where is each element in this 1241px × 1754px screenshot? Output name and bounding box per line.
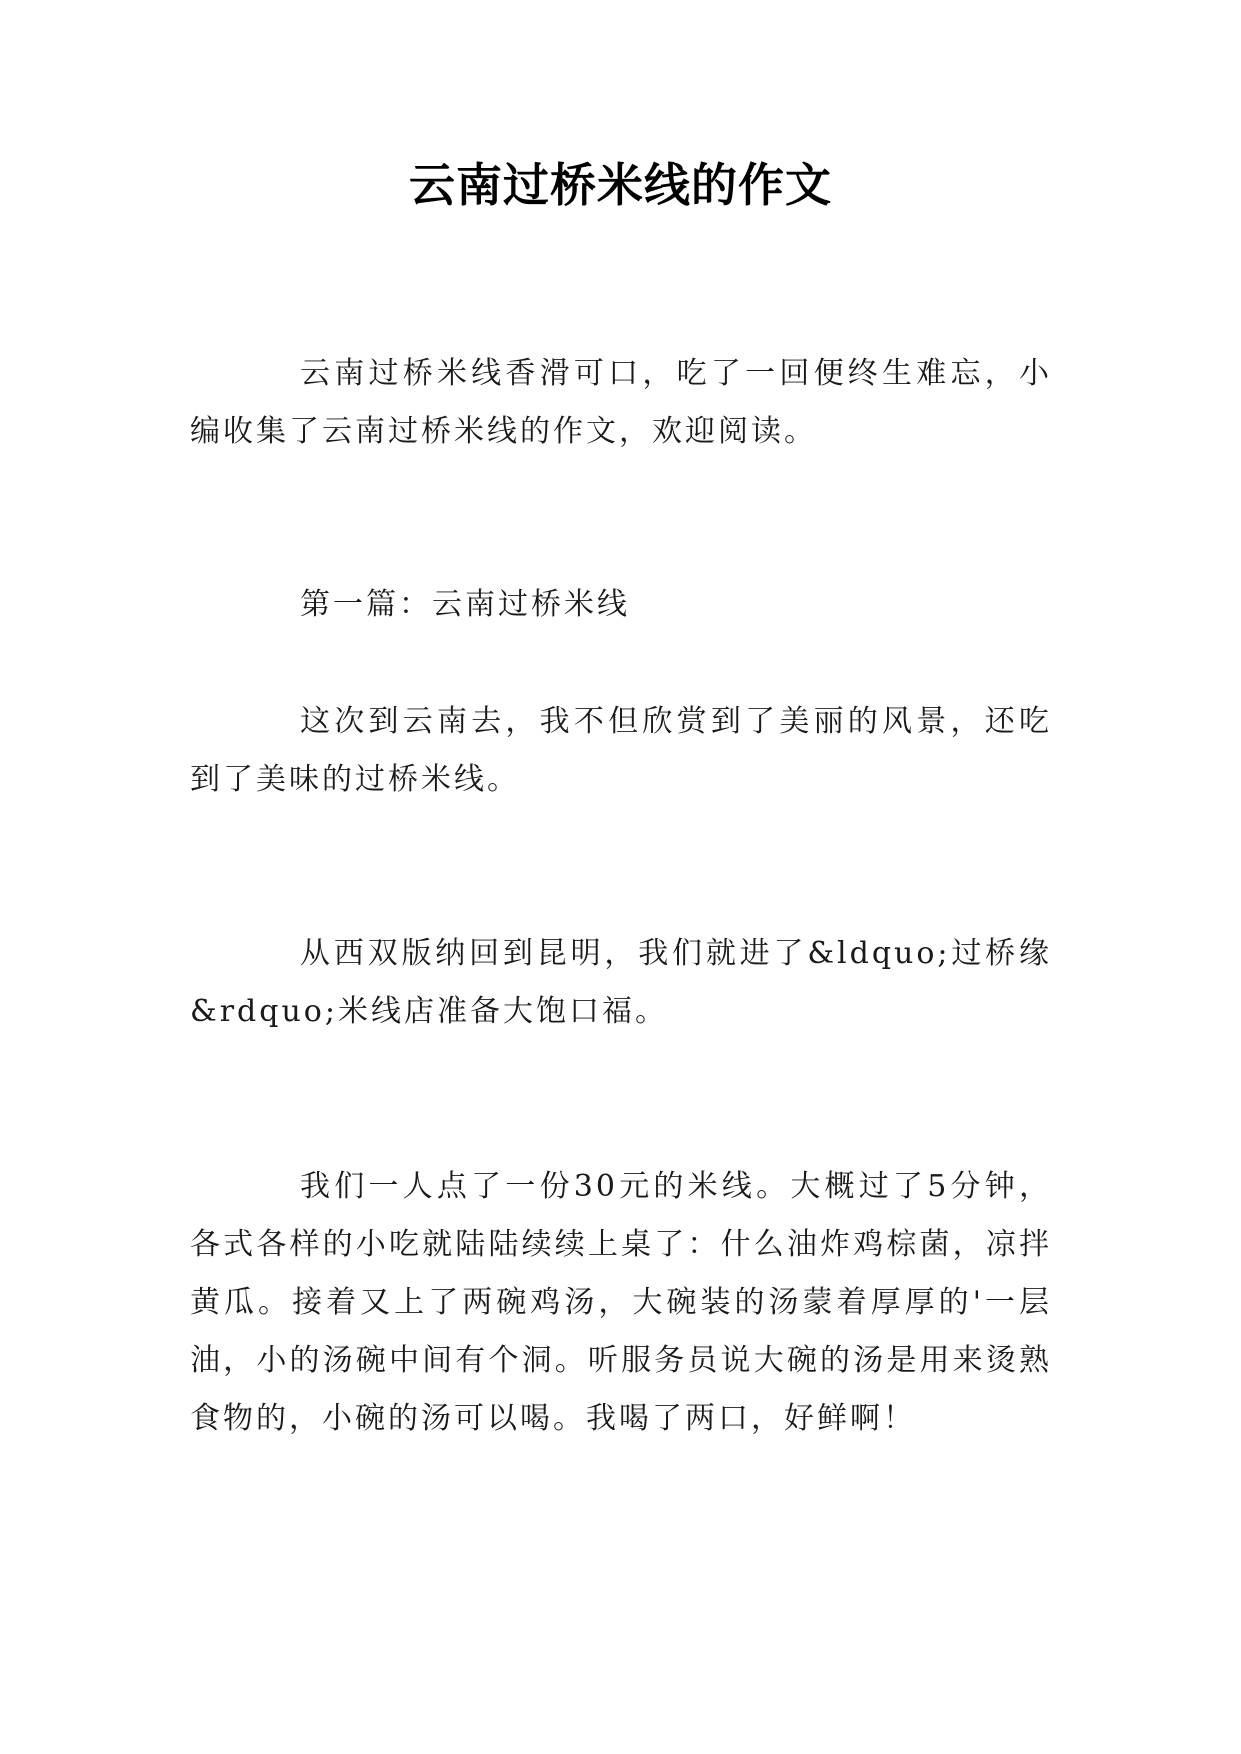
body-paragraph: 我们一人点了一份30元的米线。大概过了5分钟，各式各样的小吃就陆陆续续上桌了：什么油炸鸡棕菌，凉拌黄瓜。接着又上了两碗鸡汤，大碗装的汤蒙着厚厚的'一层油，小的汤碗中间有个洞。听服务员说大碗的汤是用来烫熟食物的，小碗的汤可以喝。我喝了两口，好鲜啊！	[190, 1169, 1052, 1436]
document-title: 云南过桥米线的作文	[409, 158, 832, 212]
body-paragraph: 从西双版纳回到昆明，我们就进了&ldquo;过桥缘&rdquo;米线店准备大饱口福。	[190, 936, 1052, 1029]
section-heading: 第一篇：云南过桥米线	[300, 587, 630, 622]
body-paragraph: 这次到云南去，我不但欣赏到了美丽的风景，还吃到了美味的过桥米线。	[190, 704, 1052, 797]
intro-paragraph: 云南过桥米线香滑可口，吃了一回便终生难忘，小编收集了云南过桥米线的作文，欢迎阅读。	[190, 356, 1052, 449]
